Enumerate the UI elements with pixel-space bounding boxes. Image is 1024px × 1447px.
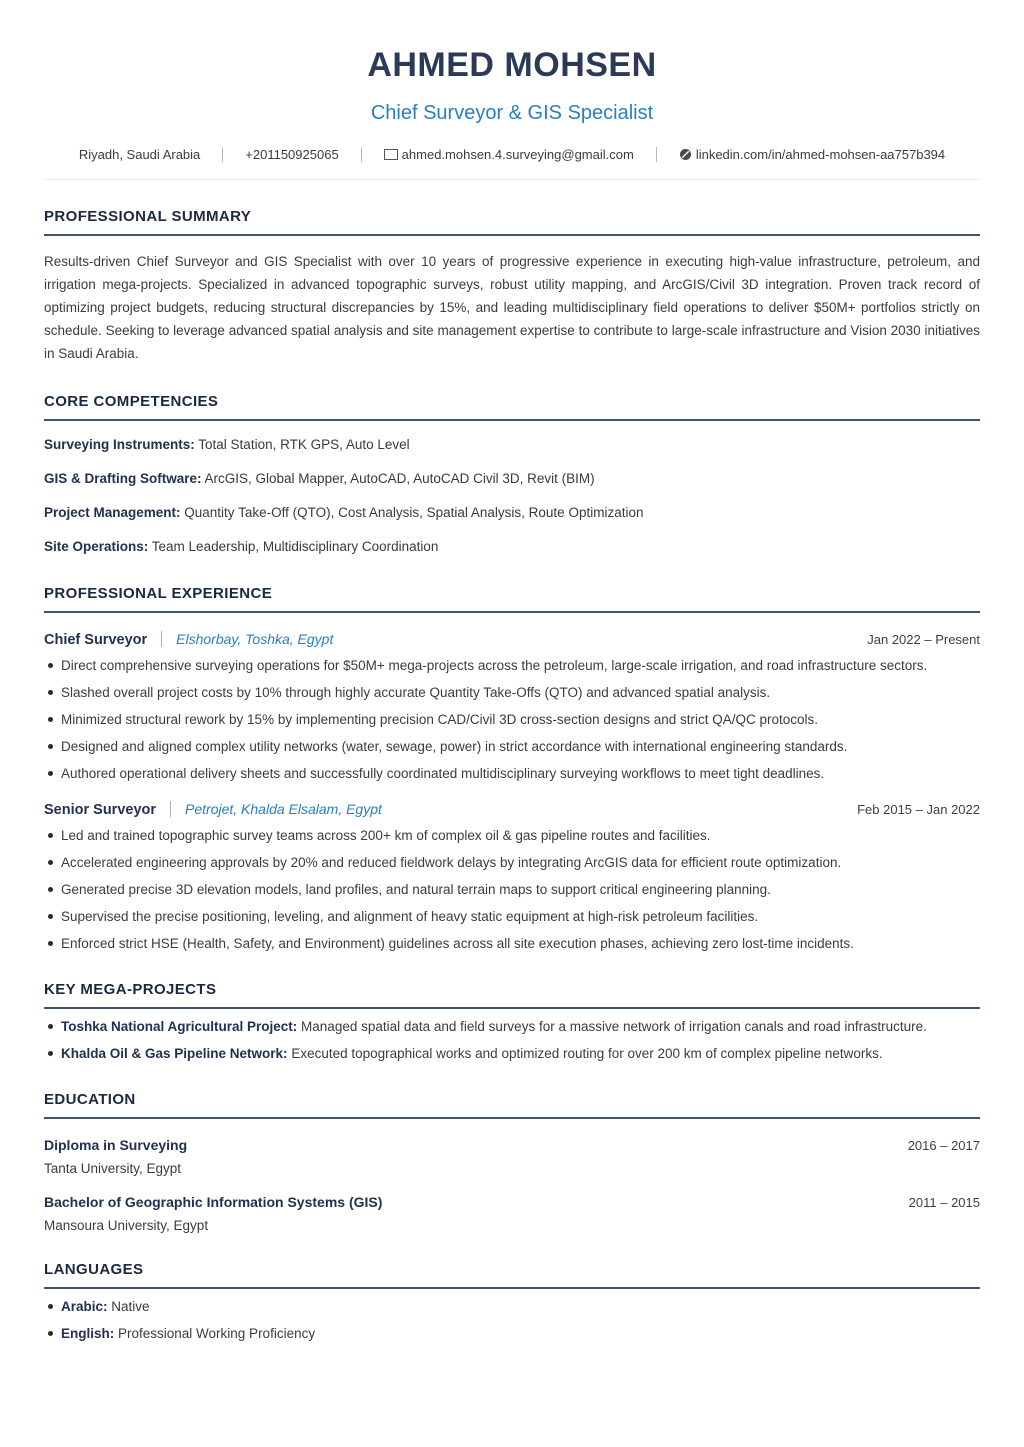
section-heading-summary: PROFESSIONAL SUMMARY bbox=[44, 208, 980, 236]
project-label: Toshka National Agricultural Project: bbox=[61, 1019, 298, 1034]
separator bbox=[656, 147, 657, 162]
section-summary bbox=[44, 208, 980, 365]
project-value: Executed topographical works and optimized routing for over 200 km of complex pipeline networks. bbox=[287, 1046, 883, 1061]
education-dates: 2016 – 2017 bbox=[907, 1138, 980, 1153]
contact-phone-text: +201150925065 bbox=[245, 147, 339, 162]
competency-value: ArcGIS, Global Mapper, AutoCAD, AutoCAD Civil 3D, Revit (BIM) bbox=[201, 471, 595, 486]
candidate-title: Chief Surveyor & GIS Specialist bbox=[370, 102, 654, 124]
job-bullet: Supervised the precise positioning, leveling, and alignment of heavy static equipment at high-risk petroleum facilities. bbox=[44, 907, 980, 926]
education-school: Tanta University, Egypt bbox=[44, 1161, 182, 1176]
education-header bbox=[44, 1194, 980, 1210]
job-bullet: Generated precise 3D elevation models, land profiles, and natural terrain maps to support critical engineering planning. bbox=[44, 880, 980, 899]
separator bbox=[361, 147, 362, 162]
job-bullet-list bbox=[44, 826, 980, 953]
section-heading-projects: KEY MEGA-PROJECTS bbox=[44, 981, 980, 1009]
section-heading-experience: PROFESSIONAL EXPERIENCE bbox=[44, 585, 980, 613]
separator bbox=[222, 147, 223, 162]
summary-paragraph: Results-driven Chief Surveyor and GIS Specialist with over 10 years of progressive experience in executing high-value infrastructure, petroleum, and irrigation mega-projects. Specialized in advanced topographic surveys, robust utility mapping, and ArcGIS/Civil 3D integration. Proven track record of optimizing project budgets, reducing structural discrepancies by 15%, and leading multidisciplinary field operations to deliver $50M+ portfolios strictly on schedule. Seeking to leverage advanced spatial analysis and site management expertise to contribute to large-scale infrastructure and Vision 2030 initiatives in Saudi Arabia. bbox=[44, 254, 980, 361]
competency-row bbox=[44, 469, 980, 489]
education-entry bbox=[44, 1194, 980, 1233]
job-company: Elshorbay, Toshka, Egypt bbox=[161, 631, 333, 647]
job-title: Chief Surveyor bbox=[44, 632, 148, 648]
competency-row bbox=[44, 537, 980, 557]
job-bullet: Accelerated engineering approvals by 20% and reduced fieldwork delays by integrating ArcGIS data for efficient route optimization. bbox=[44, 853, 980, 872]
competency-value: Quantity Take-Off (QTO), Cost Analysis, Spatial Analysis, Route Optimization bbox=[180, 505, 644, 520]
job-bullet: Authored operational delivery sheets and successfully coordinated multidisciplinary surveying workflows to meet tight deadlines. bbox=[44, 764, 980, 783]
education-header bbox=[44, 1137, 980, 1153]
project-list bbox=[44, 1017, 980, 1063]
language-list bbox=[44, 1297, 980, 1343]
job-bullet: Enforced strict HSE (Health, Safety, and Environment) guidelines across all site execution phases, achieving zero lost-time incidents. bbox=[44, 934, 980, 953]
job-bullet: Led and trained topographic survey teams across 200+ km of complex oil & gas pipeline routes and facilities. bbox=[44, 826, 980, 845]
education-school: Mansoura University, Egypt bbox=[44, 1218, 209, 1233]
contact-email-text: ahmed.mohsen.4.surveying@gmail.com bbox=[401, 147, 634, 162]
job-dates: Jan 2022 – Present bbox=[867, 632, 980, 647]
language-value: Native bbox=[107, 1299, 150, 1314]
language-item bbox=[44, 1297, 980, 1316]
job-dates: Feb 2015 – Jan 2022 bbox=[857, 802, 980, 817]
contact-row bbox=[44, 147, 980, 162]
section-heading-education: EDUCATION bbox=[44, 1091, 980, 1119]
competency-label: GIS & Drafting Software: bbox=[44, 471, 202, 486]
project-item bbox=[44, 1017, 980, 1036]
contact-location-text: Riyadh, Saudi Arabia bbox=[78, 147, 201, 162]
section-heading-languages: LANGUAGES bbox=[44, 1261, 980, 1289]
contact-location bbox=[79, 147, 200, 162]
language-label: English: bbox=[61, 1326, 115, 1341]
language-item bbox=[44, 1324, 980, 1343]
section-heading-competencies: CORE COMPETENCIES bbox=[44, 393, 980, 421]
education-dates: 2011 – 2015 bbox=[908, 1195, 980, 1210]
job-header bbox=[44, 801, 980, 818]
language-label: Arabic: bbox=[61, 1299, 108, 1314]
job-bullet-list bbox=[44, 656, 980, 783]
contact-phone bbox=[245, 147, 338, 162]
competency-value: Total Station, RTK GPS, Auto Level bbox=[194, 437, 410, 452]
section-experience bbox=[44, 585, 980, 953]
link-icon bbox=[679, 148, 692, 161]
candidate-name: AHMED MOHSEN bbox=[367, 46, 657, 84]
competency-label: Site Operations: bbox=[44, 539, 149, 554]
section-languages bbox=[44, 1261, 980, 1343]
contact-linkedin[interactable] bbox=[679, 147, 945, 162]
header-divider bbox=[44, 179, 980, 180]
project-label: Khalda Oil & Gas Pipeline Network: bbox=[61, 1046, 288, 1061]
project-value: Managed spatial data and field surveys for a massive network of irrigation canals and road infrastructure. bbox=[297, 1019, 927, 1034]
language-value: Professional Working Proficiency bbox=[114, 1326, 316, 1341]
competency-value: Team Leadership, Multidisciplinary Coordination bbox=[148, 539, 439, 554]
competency-row bbox=[44, 435, 980, 455]
education-degree: Diploma in Surveying bbox=[44, 1137, 188, 1153]
project-item bbox=[44, 1044, 980, 1063]
job-bullet: Minimized structural rework by 15% by implementing precision CAD/Civil 3D cross-section designs and strict QA/QC protocols. bbox=[44, 710, 980, 729]
job-header bbox=[44, 631, 980, 648]
job-bullet: Slashed overall project costs by 10% through highly accurate Quantity Take-Offs (QTO) and advanced spatial analysis. bbox=[44, 683, 980, 702]
education-degree: Bachelor of Geographic Information Systems (GIS) bbox=[44, 1194, 383, 1210]
job-entry bbox=[44, 801, 980, 953]
competency-row bbox=[44, 503, 980, 523]
competency-label: Project Management: bbox=[44, 505, 181, 520]
job-title: Senior Surveyor bbox=[44, 802, 157, 818]
contact-linkedin-text: linkedin.com/in/ahmed-mohsen-aa757b394 bbox=[695, 147, 946, 162]
section-education bbox=[44, 1091, 980, 1233]
competency-label: Surveying Instruments: bbox=[44, 437, 195, 452]
job-bullet: Direct comprehensive surveying operations for $50M+ mega-projects across the petroleum, large-scale irrigation, and road infrastructure sectors. bbox=[44, 656, 980, 675]
section-projects bbox=[44, 981, 980, 1063]
job-company: Petrojet, Khalda Elsalam, Egypt bbox=[170, 801, 382, 817]
section-competencies bbox=[44, 393, 980, 557]
resume-header bbox=[44, 46, 980, 180]
education-entry bbox=[44, 1137, 980, 1176]
envelope-icon bbox=[384, 149, 398, 160]
job-bullet: Designed and aligned complex utility networks (water, sewage, power) in strict accordance with international engineering standards. bbox=[44, 737, 980, 756]
contact-email[interactable] bbox=[384, 147, 634, 162]
job-entry bbox=[44, 631, 980, 783]
